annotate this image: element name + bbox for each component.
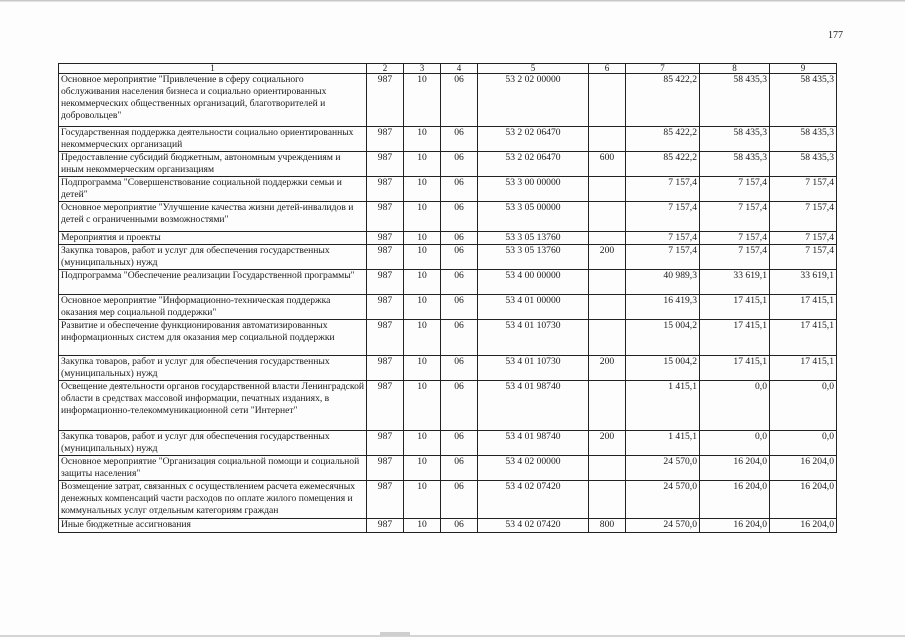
row-name: Государственная поддержка деятельности социально ориентированных некоммерческих организаций [59, 127, 367, 152]
row-amount-2: 16 204,0 [700, 519, 770, 533]
page-number: 177 [828, 30, 843, 41]
row-amount-3: 17 415,1 [770, 320, 837, 356]
row-name: Основное мероприятие "Организация социальной помощи и социальной защиты населения" [59, 456, 367, 481]
row-section: 10 [404, 245, 441, 270]
row-admin-code: 987 [367, 519, 404, 533]
row-subsection: 06 [441, 245, 478, 270]
row-amount-2: 7 157,4 [700, 245, 770, 270]
row-amount-3: 17 415,1 [770, 356, 837, 381]
row-admin-code: 987 [367, 270, 404, 295]
row-amount-2: 17 415,1 [700, 320, 770, 356]
row-admin-code: 987 [367, 456, 404, 481]
row-amount-3: 7 157,4 [770, 245, 837, 270]
table-row [59, 481, 837, 519]
row-expense-type: 200 [589, 431, 626, 456]
row-target-article: 53 4 01 00000 [478, 295, 589, 320]
table-row [59, 202, 837, 232]
column-header: 6 [589, 64, 626, 74]
row-target-article: 53 4 02 07420 [478, 481, 589, 519]
row-subsection: 06 [441, 177, 478, 202]
row-name: Основное мероприятие "Привлечение в сферу социального обслуживания населения бизнеса и социально ориентированных некоммерческих общественных организаций, благотворителей и добровольцев" [59, 74, 367, 127]
row-admin-code: 987 [367, 356, 404, 381]
column-header: 2 [367, 64, 404, 74]
row-expense-type: 600 [589, 152, 626, 177]
row-section: 10 [404, 232, 441, 245]
row-admin-code: 987 [367, 152, 404, 177]
row-amount-3: 58 435,3 [770, 127, 837, 152]
header-row [59, 64, 837, 74]
row-amount-1: 7 157,4 [626, 245, 700, 270]
row-target-article: 53 3 05 13760 [478, 245, 589, 270]
row-admin-code: 987 [367, 177, 404, 202]
row-section: 10 [404, 270, 441, 295]
row-amount-1: 1 415,1 [626, 381, 700, 431]
row-expense-type [589, 295, 626, 320]
row-name: Возмещение затрат, связанных с осуществлением расчета ежемесячных денежных компенсаций части расходов по оплате жилого помещения и коммунальных услуг отдельным категориям граждан [59, 481, 367, 519]
row-subsection: 06 [441, 295, 478, 320]
row-amount-3: 0,0 [770, 381, 837, 431]
row-amount-2: 17 415,1 [700, 356, 770, 381]
row-amount-2: 16 204,0 [700, 481, 770, 519]
row-amount-3: 16 204,0 [770, 456, 837, 481]
table-row [59, 381, 837, 431]
row-name: Освещение деятельности органов государственной власти Ленинградской области в средствах массовой информации, печатных изданиях, в информационно-телекоммуникационной сети "Интернет" [59, 381, 367, 431]
row-name: Закупка товаров, работ и услуг для обеспечения государственных (муниципальных) нужд [59, 356, 367, 381]
row-target-article: 53 2 02 00000 [478, 74, 589, 127]
row-target-article: 53 4 01 98740 [478, 381, 589, 431]
row-expense-type [589, 127, 626, 152]
scan-bottom-edge [0, 635, 905, 637]
row-amount-1: 40 989,3 [626, 270, 700, 295]
row-subsection: 06 [441, 481, 478, 519]
row-target-article: 53 4 00 00000 [478, 270, 589, 295]
row-expense-type [589, 232, 626, 245]
row-section: 10 [404, 456, 441, 481]
row-amount-1: 7 157,4 [626, 232, 700, 245]
row-name: Основное мероприятие "Улучшение качества жизни детей-инвалидов и детей с ограниченными возможностями" [59, 202, 367, 232]
row-amount-3: 16 204,0 [770, 519, 837, 533]
row-admin-code: 987 [367, 245, 404, 270]
column-header: 9 [770, 64, 837, 74]
row-amount-1: 15 004,2 [626, 356, 700, 381]
table-row [59, 270, 837, 295]
row-amount-3: 7 157,4 [770, 177, 837, 202]
row-subsection: 06 [441, 381, 478, 431]
row-subsection: 06 [441, 456, 478, 481]
row-amount-1: 24 570,0 [626, 456, 700, 481]
row-expense-type [589, 202, 626, 232]
row-name: Основное мероприятие "Информационно-техническая поддержка оказания мер социальной поддержки" [59, 295, 367, 320]
row-admin-code: 987 [367, 232, 404, 245]
row-target-article: 53 3 00 00000 [478, 177, 589, 202]
table-row [59, 456, 837, 481]
row-expense-type [589, 481, 626, 519]
row-section: 10 [404, 381, 441, 431]
row-admin-code: 987 [367, 320, 404, 356]
row-amount-3: 58 435,3 [770, 74, 837, 127]
row-amount-3: 7 157,4 [770, 202, 837, 232]
row-target-article: 53 3 05 13760 [478, 232, 589, 245]
row-amount-2: 33 619,1 [700, 270, 770, 295]
row-section: 10 [404, 202, 441, 232]
row-admin-code: 987 [367, 295, 404, 320]
row-amount-3: 33 619,1 [770, 270, 837, 295]
row-amount-2: 17 415,1 [700, 295, 770, 320]
row-section: 10 [404, 127, 441, 152]
row-section: 10 [404, 152, 441, 177]
row-target-article: 53 2 02 06470 [478, 152, 589, 177]
row-amount-2: 7 157,4 [700, 202, 770, 232]
column-header: 5 [478, 64, 589, 74]
row-amount-3: 0,0 [770, 431, 837, 456]
table-row [59, 295, 837, 320]
table-row [59, 431, 837, 456]
row-subsection: 06 [441, 74, 478, 127]
row-name: Развитие и обеспечение функционирования автоматизированных информационных систем для оказания мер социальной поддержки [59, 320, 367, 356]
row-expense-type [589, 320, 626, 356]
row-name: Подпрограмма "Обеспечение реализации Государственной программы" [59, 270, 367, 295]
row-amount-2: 7 157,4 [700, 177, 770, 202]
row-name: Подпрограмма "Совершенствование социальной поддержки семьи и детей" [59, 177, 367, 202]
row-subsection: 06 [441, 431, 478, 456]
row-section: 10 [404, 177, 441, 202]
row-admin-code: 987 [367, 381, 404, 431]
row-expense-type [589, 381, 626, 431]
row-amount-3: 58 435,3 [770, 152, 837, 177]
row-section: 10 [404, 431, 441, 456]
row-target-article: 53 4 01 10730 [478, 320, 589, 356]
row-name: Закупка товаров, работ и услуг для обеспечения государственных (муниципальных) нужд [59, 431, 367, 456]
row-amount-1: 15 004,2 [626, 320, 700, 356]
row-subsection: 06 [441, 270, 478, 295]
row-expense-type [589, 456, 626, 481]
row-target-article: 53 3 05 00000 [478, 202, 589, 232]
row-amount-1: 24 570,0 [626, 519, 700, 533]
column-header: 4 [441, 64, 478, 74]
scan-top-edge-shadow [0, 1, 905, 2]
table-row [59, 177, 837, 202]
column-header: 7 [626, 64, 700, 74]
row-subsection: 06 [441, 519, 478, 533]
row-target-article: 53 4 01 98740 [478, 431, 589, 456]
row-subsection: 06 [441, 152, 478, 177]
row-name: Предоставление субсидий бюджетным, автономным учреждениям и иным некоммерческим организациям [59, 152, 367, 177]
table-row [59, 356, 837, 381]
column-header: 3 [404, 64, 441, 74]
table-row [59, 232, 837, 245]
table-row [59, 127, 837, 152]
row-amount-2: 0,0 [700, 381, 770, 431]
row-amount-1: 7 157,4 [626, 177, 700, 202]
row-target-article: 53 4 01 10730 [478, 356, 589, 381]
row-expense-type: 200 [589, 356, 626, 381]
row-section: 10 [404, 356, 441, 381]
row-name: Закупка товаров, работ и услуг для обеспечения государственных (муниципальных) нужд [59, 245, 367, 270]
row-expense-type: 800 [589, 519, 626, 533]
row-expense-type [589, 74, 626, 127]
column-header: 8 [700, 64, 770, 74]
row-subsection: 06 [441, 356, 478, 381]
row-admin-code: 987 [367, 127, 404, 152]
row-amount-1: 85 422,2 [626, 127, 700, 152]
row-section: 10 [404, 519, 441, 533]
row-amount-2: 16 204,0 [700, 456, 770, 481]
table-row [59, 74, 837, 127]
row-section: 10 [404, 295, 441, 320]
row-admin-code: 987 [367, 202, 404, 232]
table-row [59, 320, 837, 356]
row-amount-1: 24 570,0 [626, 481, 700, 519]
row-amount-3: 7 157,4 [770, 232, 837, 245]
budget-table [58, 63, 837, 533]
table-row [59, 245, 837, 270]
row-amount-1: 85 422,2 [626, 152, 700, 177]
row-expense-type [589, 270, 626, 295]
row-subsection: 06 [441, 202, 478, 232]
row-amount-1: 85 422,2 [626, 74, 700, 127]
row-amount-2: 58 435,3 [700, 127, 770, 152]
row-amount-1: 16 419,3 [626, 295, 700, 320]
row-amount-2: 58 435,3 [700, 152, 770, 177]
row-amount-2: 58 435,3 [700, 74, 770, 127]
row-subsection: 06 [441, 320, 478, 356]
row-amount-1: 1 415,1 [626, 431, 700, 456]
row-subsection: 06 [441, 127, 478, 152]
row-admin-code: 987 [367, 431, 404, 456]
row-amount-1: 7 157,4 [626, 202, 700, 232]
table-row [59, 519, 837, 533]
row-expense-type: 200 [589, 245, 626, 270]
column-header: 1 [59, 64, 367, 74]
row-amount-3: 16 204,0 [770, 481, 837, 519]
row-target-article: 53 4 02 07420 [478, 519, 589, 533]
row-target-article: 53 4 02 00000 [478, 456, 589, 481]
row-subsection: 06 [441, 232, 478, 245]
row-expense-type [589, 177, 626, 202]
row-admin-code: 987 [367, 481, 404, 519]
row-target-article: 53 2 02 06470 [478, 127, 589, 152]
table-row [59, 152, 837, 177]
row-section: 10 [404, 481, 441, 519]
row-name: Иные бюджетные ассигнования [59, 519, 367, 533]
row-admin-code: 987 [367, 74, 404, 127]
row-name: Мероприятия и проекты [59, 232, 367, 245]
row-amount-2: 7 157,4 [700, 232, 770, 245]
row-section: 10 [404, 74, 441, 127]
row-section: 10 [404, 320, 441, 356]
scan-bottom-mark [380, 632, 410, 636]
row-amount-3: 17 415,1 [770, 295, 837, 320]
row-amount-2: 0,0 [700, 431, 770, 456]
